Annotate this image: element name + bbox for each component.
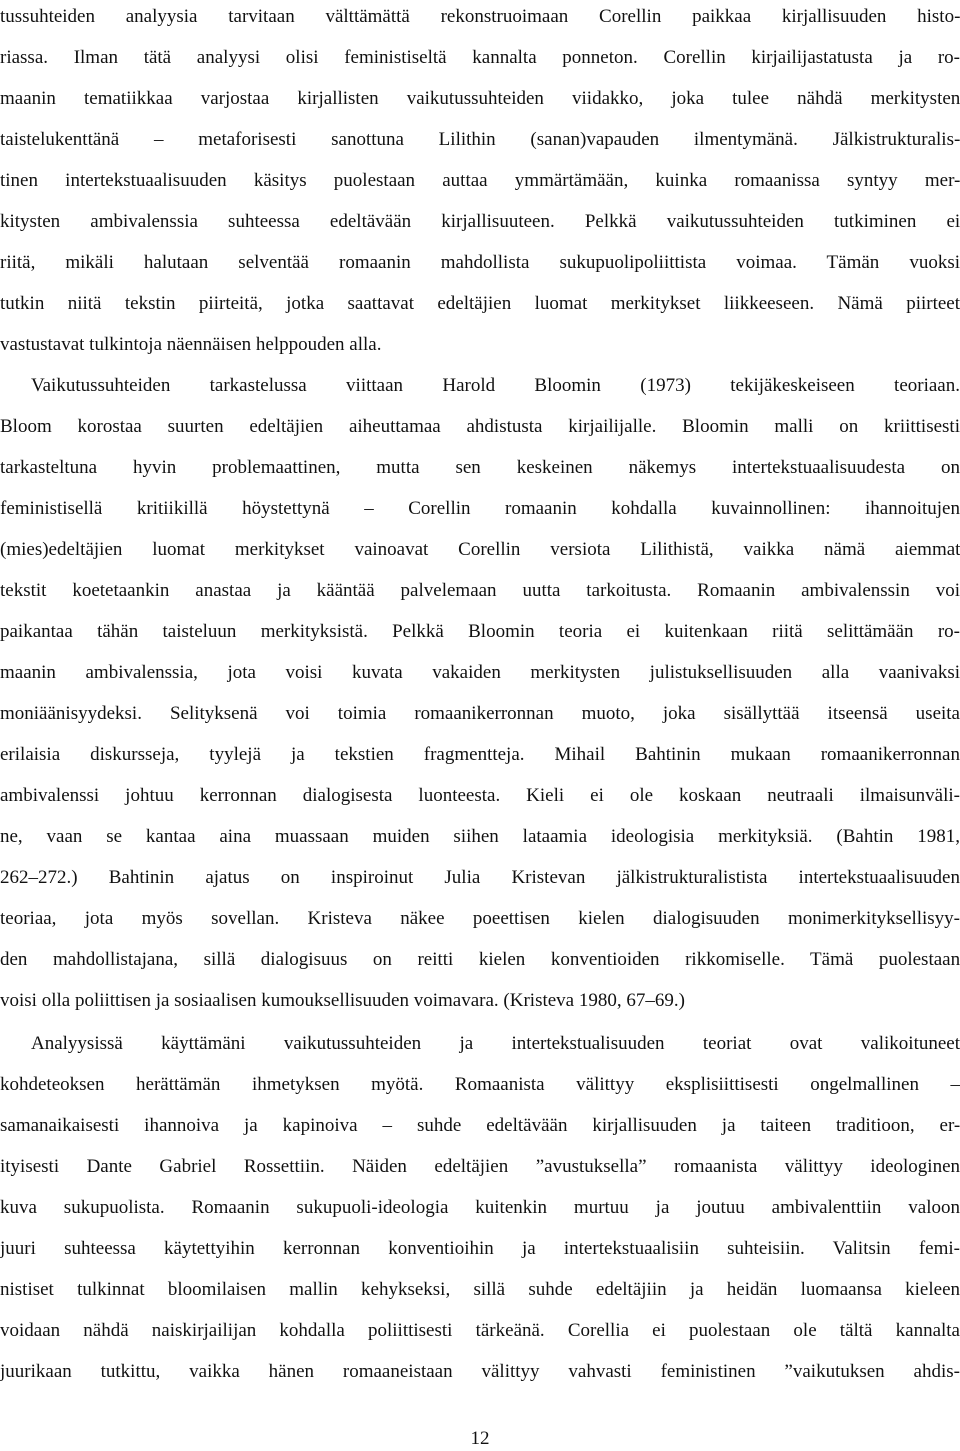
text-line: tussuhteiden analyysia tarvitaan välttämättä rekonstruoimaan Corellin paikkaa kirjallisuuden histo-	[0, 6, 960, 27]
text-line: taistelukenttänä – metaforisesti sanottuna Lilithin (sanan)vapauden ilmentymänä. Jälkistrukturalis-	[0, 129, 960, 150]
text-line: moniäänisyydeksi. Selityksenä voi toimia romaanikerronnan muoto, joka sisällyttää itseensä useita	[0, 703, 960, 724]
paragraph-3	[0, 1023, 960, 1392]
text-line: ne, vaan se kantaa aina muassaan muiden siihen lataamia ideologisia merkityksiä. (Bahtin 1981,	[0, 826, 960, 847]
text-line: ambivalenssi johtuu kerronnan dialogisesta luonteesta. Kieli ei ole koskaan neutraali ilmaisunväli-	[0, 785, 960, 806]
text-line: paikantaa tähän taisteluun merkityksistä. Pelkkä Bloomin teoria ei kuitenkaan riitä selittämään ro-	[0, 621, 960, 642]
paragraph-2	[0, 365, 960, 1021]
text-line: 262–272.) Bahtinin ajatus on inspiroinut Julia Kristevan jälkistrukturalistista intertekstuaalisuuden	[0, 867, 960, 888]
text-line: juurikaan tutkittu, vaikka hänen romaaneistaan välittyy vahvasti feministinen ”vaikutuksen ahdis-	[0, 1361, 960, 1382]
text-line: tarkasteltuna hyvin problemaattinen, mutta sen keskeinen näkemys intertekstuaalisuudesta on	[0, 457, 960, 478]
text-line: maanin tematiikkaa varjostaa kirjallisten vaikutussuhteiden viidakko, joka tulee nähdä merkitysten	[0, 88, 960, 109]
text-line: nistiset tulkinnat bloomilaisen mallin kehykseksi, sillä suhde edeltäjiin ja heidän luomaansa kieleen	[0, 1279, 960, 1300]
text-line: voidaan nähdä naiskirjailijan kohdalla poliittisesti tärkeänä. Corellia ei puolestaan ole tältä kannalta	[0, 1320, 960, 1341]
text-line: tutkin niitä tekstin piirteitä, jotka saattavat edeltäjien luomat merkitykset liikkeeseen. Nämä piirteet	[0, 293, 960, 314]
text-line: Vaikutussuhteiden tarkastelussa viittaan Harold Bloomin (1973) tekijäkeskeiseen teoriaan.	[31, 375, 960, 396]
text-line: juuri suhteessa käytettyihin kerronnan konventioihin ja intertekstuaalisiin suhteisiin. Valitsin femi-	[0, 1238, 960, 1259]
text-line: tinen intertekstuaalisuuden käsitys puolestaan auttaa ymmärtämään, kuinka romaanissa syntyy mer-	[0, 170, 960, 191]
text-line: Analyysissä käyttämäni vaikutussuhteiden ja intertekstualisuuden teoriat ovat valikoituneet	[31, 1033, 960, 1054]
text-line: (mies)edeltäjien luomat merkitykset vainoavat Corellin versiota Lilithistä, vaikka nämä aiemmat	[0, 539, 960, 560]
text-line: feministisellä kritiikillä höystettynä – Corellin romaanin kohdalla kuvainnollinen: ihannoitujen	[0, 498, 960, 519]
text-line: teoriaa, jota myös sovellan. Kristeva näkee poeettisen kielen dialogisuuden monimerkityksellisyy-	[0, 908, 960, 929]
text-line: samanaikaisesti ihannoiva ja kapinoiva – suhde edeltävään kirjallisuuden ja taiteen traditioon, er-	[0, 1115, 960, 1136]
text-line: erilaisia diskursseja, tyylejä ja tekstien fragmentteja. Mihail Bahtinin mukaan romaanikerronnan	[0, 744, 960, 765]
paragraph-1	[0, 0, 960, 365]
text-line: maanin ambivalenssia, jota voisi kuvata vakaiden merkitysten julistuksellisuuden alla vaanivaksi	[0, 662, 960, 683]
text-line: kohdeteoksen herättämän ihmetyksen myötä. Romaanista välittyy eksplisiittisesti ongelmallinen –	[0, 1074, 960, 1095]
text-line: tekstit koetetaankin anastaa ja kääntää palvelemaan uutta tarkoitusta. Romaanin ambivalenssin voi	[0, 580, 960, 601]
text-line: kitysten ambivalenssia suhteessa edeltävään kirjallisuuteen. Pelkkä vaikutussuhteiden tutkiminen ei	[0, 211, 960, 232]
text-line: voisi olla poliittisen ja sosiaalisen kumouksellisuuden voimavara. (Kristeva 1980, 67–69.)	[0, 990, 685, 1011]
page-number: 12	[470, 1428, 490, 1449]
text-line: riitä, mikäli halutaan selventää romaanin mahdollista sukupuolipoliittista voimaa. Tämän vuoksi	[0, 252, 960, 273]
text-line: den mahdollistajana, sillä dialogisuus on reitti kielen konventioiden rikkomiselle. Tämä puolestaan	[0, 949, 960, 970]
text-line: vastustavat tulkintoja näennäisen helppouden alla.	[0, 334, 382, 355]
text-line: kuva sukupuolista. Romaanin sukupuoli-ideologia kuitenkin murtuu ja joutuu ambivalenttiin valoon	[0, 1197, 960, 1218]
text-line: ityisesti Dante Gabriel Rossettiin. Näiden edeltäjien ”avustuksella” romaanista välittyy ideologinen	[0, 1156, 960, 1177]
text-line: riassa. Ilman tätä analyysi olisi feministiseltä kannalta ponneton. Corellin kirjailijastatusta ja ro-	[0, 47, 960, 68]
text-line: Bloom korostaa suurten edeltäjien aiheuttamaa ahdistusta kirjailijalle. Bloomin malli on kriittisesti	[0, 416, 960, 437]
